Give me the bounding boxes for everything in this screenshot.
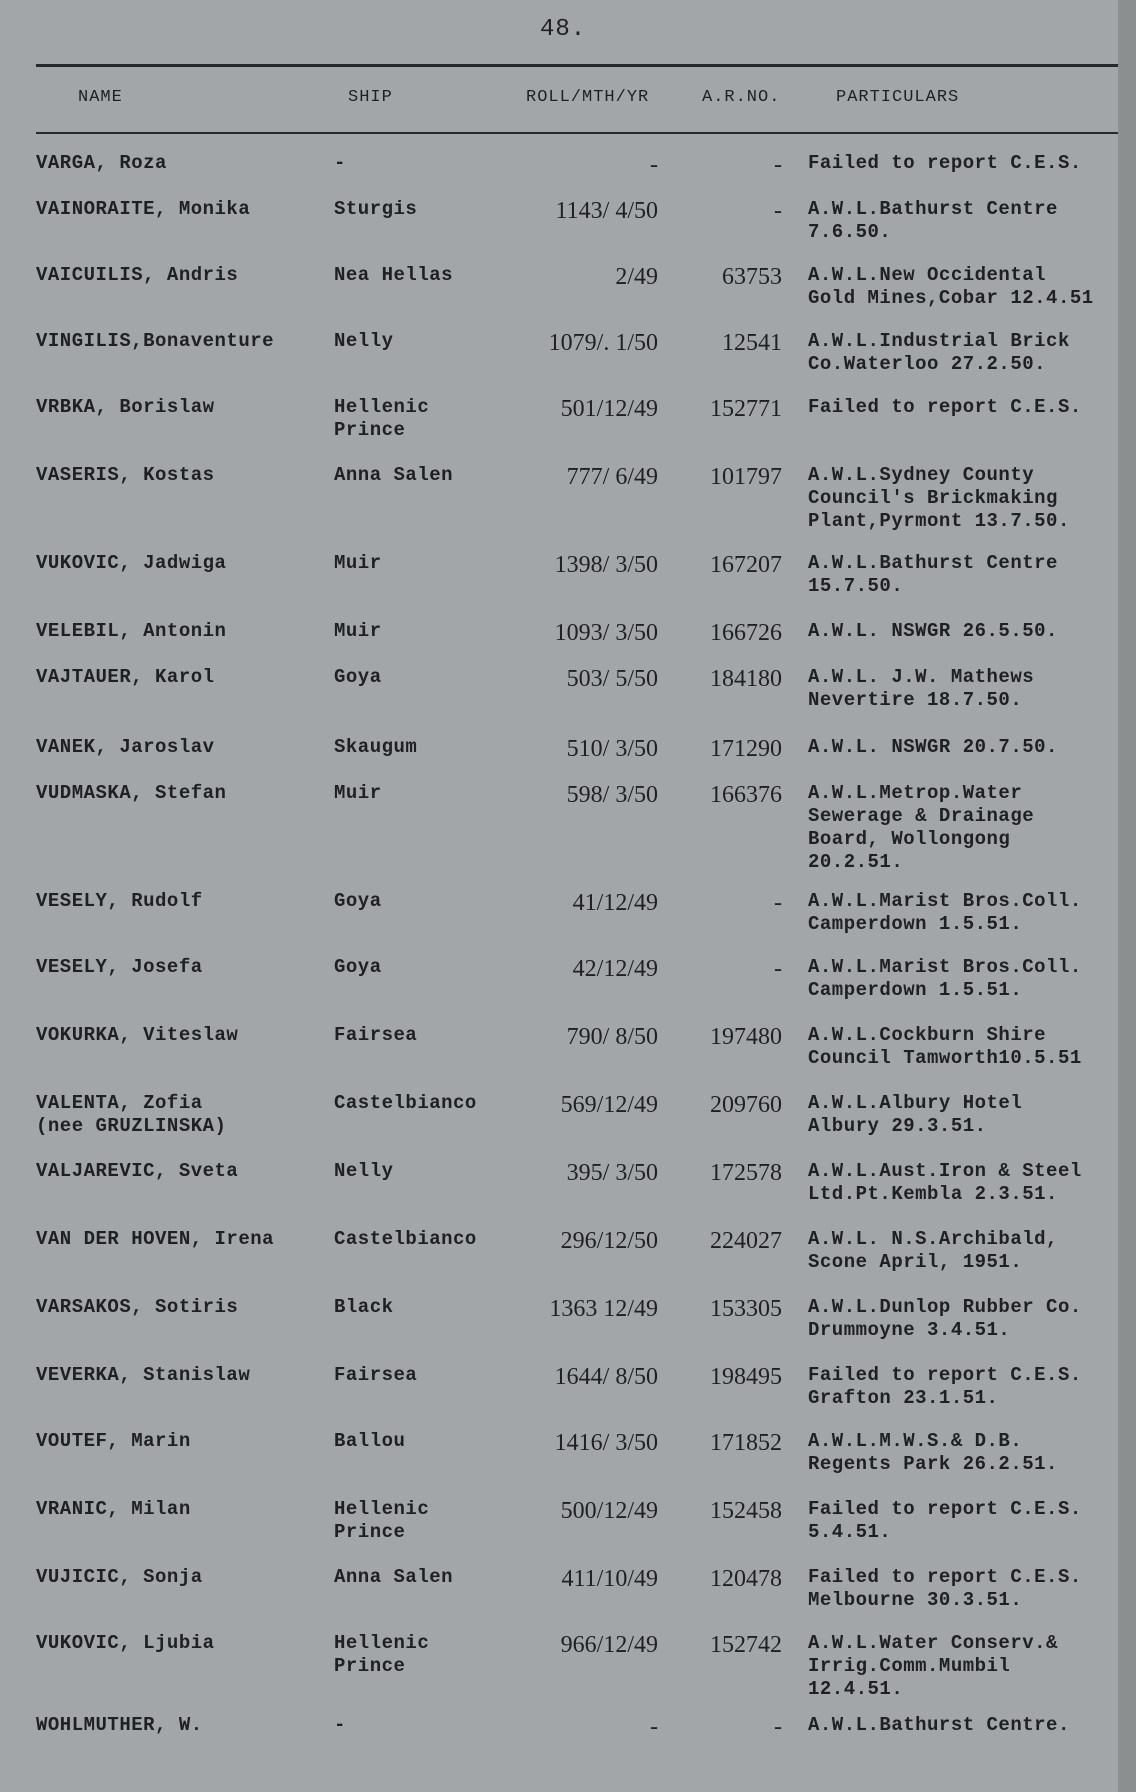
cell-particulars: Failed to report C.E.S. 5.4.51. — [808, 1498, 1082, 1543]
cell-name: VAN DER HOVEN, Irena — [36, 1228, 275, 1250]
cell-ar-number: - — [774, 152, 782, 178]
cell-ship: Sturgis — [334, 198, 418, 220]
cell-ar-number: - — [774, 198, 782, 224]
cell-ship: Anna Salen — [334, 464, 454, 486]
cell-roll-month-year: 1093/ 3/50 — [554, 620, 658, 646]
cell-ship: Nea Hellas — [334, 264, 454, 286]
cell-particulars: A.W.L.Aust.Iron & Steel Ltd.Pt.Kembla 2.3.51. — [808, 1160, 1082, 1205]
cell-ship: Hellenic Prince — [334, 1498, 430, 1543]
cell-name: VESELY, Rudolf — [36, 890, 203, 912]
cell-ship: Muir — [334, 552, 382, 574]
cell-ar-number: 152458 — [710, 1498, 782, 1524]
cell-particulars: A.W.L.Dunlop Rubber Co. Drummoyne 3.4.51. — [808, 1296, 1082, 1341]
cell-name: VUKOVIC, Jadwiga — [36, 552, 227, 574]
cell-name: VASERIS, Kostas — [36, 464, 215, 486]
cell-roll-month-year: 1644/ 8/50 — [554, 1364, 658, 1390]
cell-name: VALJAREVIC, Sveta — [36, 1160, 239, 1182]
cell-ship: Skaugum — [334, 736, 418, 758]
cell-name: VINGILIS,Bonaventure — [36, 330, 275, 352]
cell-ar-number: 171852 — [710, 1430, 782, 1456]
cell-name: VAICUILIS, Andris — [36, 264, 239, 286]
cell-particulars: A.W.L.Marist Bros.Coll. Camperdown 1.5.51. — [808, 956, 1082, 1001]
cell-roll-month-year: 1398/ 3/50 — [554, 552, 658, 578]
cell-name: WOHLMUTHER, W. — [36, 1714, 203, 1736]
cell-particulars: A.W.L.Bathurst Centre. — [808, 1714, 1070, 1736]
cell-ship: Ballou — [334, 1430, 406, 1452]
cell-roll-month-year: 1416/ 3/50 — [554, 1430, 658, 1456]
cell-ar-number: 153305 — [710, 1296, 782, 1322]
cell-ar-number: 184180 — [710, 666, 782, 692]
cell-name: VALENTA, Zofia (nee GRUZLINSKA) — [36, 1092, 227, 1137]
cell-ship: Fairsea — [334, 1364, 418, 1386]
column-header-ar-no: A.R.NO. — [702, 88, 781, 107]
cell-ship: Goya — [334, 956, 382, 978]
cell-ship: Nelly — [334, 1160, 394, 1182]
cell-roll-month-year: 411/10/49 — [561, 1566, 658, 1592]
cell-roll-month-year: 777/ 6/49 — [566, 464, 658, 490]
cell-roll-month-year: 966/12/49 — [560, 1632, 658, 1658]
page-edge — [1118, 0, 1136, 1792]
cell-roll-month-year: 1143/ 4/50 — [555, 198, 658, 224]
cell-ar-number: 172578 — [710, 1160, 782, 1186]
cell-roll-month-year: 2/49 — [615, 264, 658, 290]
cell-ship: Hellenic Prince — [334, 1632, 430, 1677]
cell-ar-number: 197480 — [710, 1024, 782, 1050]
cell-ship: Anna Salen — [334, 1566, 454, 1588]
cell-ar-number: 12541 — [722, 330, 782, 356]
cell-ship: Castelbianco — [334, 1228, 477, 1250]
cell-ship: Muir — [334, 620, 382, 642]
column-header-roll: ROLL/MTH/YR — [526, 88, 650, 107]
cell-particulars: A.W.L.New Occidental Gold Mines,Cobar 12.4.51 — [808, 264, 1094, 309]
cell-ship: Fairsea — [334, 1024, 418, 1046]
cell-particulars: A.W.L. N.S.Archibald, Scone April, 1951. — [808, 1228, 1058, 1273]
cell-name: VUJICIC, Sonja — [36, 1566, 203, 1588]
cell-ship: Black — [334, 1296, 394, 1318]
cell-particulars: A.W.L.Sydney County Council's Brickmaking Plant,Pyrmont 13.7.50. — [808, 464, 1070, 532]
cell-particulars: Failed to report C.E.S. — [808, 396, 1082, 418]
cell-name: VAJTAUER, Karol — [36, 666, 215, 688]
cell-roll-month-year: 41/12/49 — [572, 890, 658, 916]
cell-name: VOKURKA, Viteslaw — [36, 1024, 239, 1046]
cell-ar-number: 101797 — [710, 464, 782, 490]
cell-particulars: A.W.L.Cockburn Shire Council Tamworth10.5.51 — [808, 1024, 1082, 1069]
cell-ship: Goya — [334, 890, 382, 912]
cell-particulars: A.W.L.Bathurst Centre 7.6.50. — [808, 198, 1058, 243]
cell-roll-month-year: 501/12/49 — [560, 396, 658, 422]
cell-particulars: A.W.L.M.W.S.& D.B. Regents Park 26.2.51. — [808, 1430, 1058, 1475]
cell-particulars: A.W.L.Industrial Brick Co.Waterloo 27.2.50. — [808, 330, 1070, 375]
cell-ar-number: 198495 — [710, 1364, 782, 1390]
cell-ar-number: 167207 — [710, 552, 782, 578]
cell-particulars: A.W.L.Metrop.Water Sewerage & Drainage Board, Wollongong 20.2.51. — [808, 782, 1035, 873]
cell-ship: Nelly — [334, 330, 394, 352]
cell-name: VUKOVIC, Ljubia — [36, 1632, 215, 1654]
cell-ar-number: 120478 — [710, 1566, 782, 1592]
cell-particulars: A.W.L. J.W. Mathews Nevertire 18.7.50. — [808, 666, 1035, 711]
cell-roll-month-year: - — [650, 1714, 658, 1740]
cell-ship: - — [334, 152, 346, 174]
cell-name: VRANIC, Milan — [36, 1498, 191, 1520]
cell-ar-number: 171290 — [710, 736, 782, 762]
cell-name: VELEBIL, Antonin — [36, 620, 227, 642]
cell-ship: Castelbianco — [334, 1092, 477, 1114]
cell-ar-number: 152742 — [710, 1632, 782, 1658]
cell-roll-month-year: 598/ 3/50 — [566, 782, 658, 808]
column-header-name: NAME — [78, 88, 123, 107]
cell-name: VOUTEF, Marin — [36, 1430, 191, 1452]
cell-name: VAINORAITE, Monika — [36, 198, 251, 220]
cell-ar-number: 209760 — [710, 1092, 782, 1118]
cell-name: VEVERKA, Stanislaw — [36, 1364, 251, 1386]
cell-ar-number: - — [774, 1714, 782, 1740]
cell-roll-month-year: 296/12/50 — [560, 1228, 658, 1254]
cell-roll-month-year: 790/ 8/50 — [566, 1024, 658, 1050]
cell-particulars: Failed to report C.E.S. Melbourne 30.3.51. — [808, 1566, 1082, 1611]
cell-name: VUDMASKA, Stefan — [36, 782, 227, 804]
cell-ar-number: - — [774, 890, 782, 916]
cell-name: VESELY, Josefa — [36, 956, 203, 978]
cell-ship: Muir — [334, 782, 382, 804]
cell-particulars: A.W.L.Albury Hotel Albury 29.3.51. — [808, 1092, 1023, 1137]
cell-ar-number: - — [774, 956, 782, 982]
column-header-particulars: PARTICULARS — [836, 88, 960, 107]
cell-roll-month-year: 42/12/49 — [572, 956, 658, 982]
cell-name: VARGA, Roza — [36, 152, 167, 174]
cell-ship: Goya — [334, 666, 382, 688]
cell-particulars: Failed to report C.E.S. — [808, 152, 1082, 174]
cell-roll-month-year: 569/12/49 — [560, 1092, 658, 1118]
cell-particulars: A.W.L. NSWGR 20.7.50. — [808, 736, 1058, 758]
cell-particulars: A.W.L.Marist Bros.Coll. Camperdown 1.5.51. — [808, 890, 1082, 935]
page-number: 48. — [540, 16, 587, 43]
cell-roll-month-year: 395/ 3/50 — [566, 1160, 658, 1186]
cell-name: VANEK, Jaroslav — [36, 736, 215, 758]
cell-name: VRBKA, Borislaw — [36, 396, 215, 418]
cell-roll-month-year: 1079/. 1/50 — [548, 330, 658, 356]
cell-ship: Hellenic Prince — [334, 396, 430, 441]
cell-ar-number: 166376 — [710, 782, 782, 808]
cell-particulars: Failed to report C.E.S. Grafton 23.1.51. — [808, 1364, 1082, 1409]
cell-ar-number: 166726 — [710, 620, 782, 646]
cell-roll-month-year: 503/ 5/50 — [566, 666, 658, 692]
cell-ar-number: 63753 — [722, 264, 782, 290]
cell-particulars: A.W.L.Water Conserv.& Irrig.Comm.Mumbil 12.4.51. — [808, 1632, 1058, 1700]
cell-ar-number: 224027 — [710, 1228, 782, 1254]
cell-roll-month-year: - — [650, 152, 658, 178]
cell-roll-month-year: 510/ 3/50 — [566, 736, 658, 762]
column-header-ship: SHIP — [348, 88, 393, 107]
cell-particulars: A.W.L. NSWGR 26.5.50. — [808, 620, 1058, 642]
cell-roll-month-year: 500/12/49 — [560, 1498, 658, 1524]
cell-particulars: A.W.L.Bathurst Centre 15.7.50. — [808, 552, 1058, 597]
cell-ar-number: 152771 — [710, 396, 782, 422]
cell-ship: - — [334, 1714, 346, 1736]
cell-name: VARSAKOS, Sotiris — [36, 1296, 239, 1318]
cell-roll-month-year: 1363 12/49 — [549, 1296, 658, 1322]
